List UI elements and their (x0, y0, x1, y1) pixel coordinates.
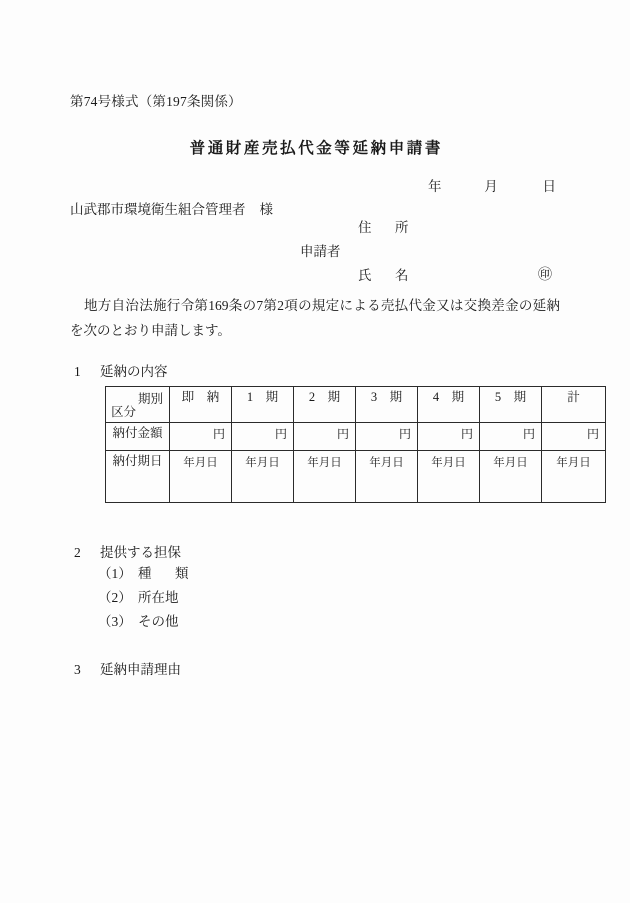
column-header-period-1 (232, 387, 294, 423)
applicant-group-label: 申請者 (300, 244, 341, 259)
applicant-group-row (300, 240, 560, 264)
section-2-heading (74, 541, 181, 561)
column-header-period-4 (418, 387, 480, 423)
section-3-heading (74, 658, 181, 678)
applicant-address-row (300, 216, 560, 240)
amount-cell-total[interactable] (542, 423, 606, 451)
date-format-hint: 年月日 (245, 457, 280, 469)
form-number: 第74号様式（第197条関係） (70, 94, 242, 109)
row-label-payment-amount: 納付金額 (106, 423, 170, 451)
currency-unit: 円 (336, 427, 349, 441)
section-1-heading (74, 360, 168, 380)
table-row-payment-amount (106, 423, 606, 451)
collateral-item-type (98, 562, 194, 586)
date-format-hint: 年月日 (369, 457, 404, 469)
corner-label-upper: 期別 (137, 392, 163, 406)
body-paragraph: 地方自治法施行令第169条の7第2項の規定による売払代金又は交換差金の延納を次のとおり申請します。 (70, 298, 560, 338)
column-header-period-2-text: 2 期 (308, 390, 341, 404)
date-format-hint: 年月日 (493, 457, 528, 469)
currency-unit: 円 (212, 427, 225, 441)
column-header-total (542, 387, 606, 423)
date-format-hint: 年月日 (431, 457, 466, 469)
due-date-cell-immediate[interactable] (170, 451, 232, 503)
due-date-cell-period-1[interactable] (232, 451, 294, 503)
date-month-label: 月 (484, 179, 498, 194)
addressee-honorific: 様 (259, 202, 273, 217)
section-3-title: 延納申請理由 (100, 662, 181, 677)
column-header-period-3-text: 3 期 (370, 390, 403, 404)
section-2-number: 2 (74, 545, 81, 560)
table-row-due-date (106, 451, 606, 503)
column-header-total-text: 計 (567, 390, 580, 404)
applicant-name-label: 氏 名 (358, 268, 414, 283)
column-header-period-5-text: 5 期 (494, 390, 527, 404)
section-2-title: 提供する担保 (100, 545, 181, 560)
amount-cell-immediate[interactable] (170, 423, 232, 451)
due-date-cell-period-4[interactable] (418, 451, 480, 503)
collateral-item-type-label: 種 類 (138, 566, 194, 581)
column-header-period-1-text: 1 期 (246, 390, 279, 404)
column-header-period-4-text: 4 期 (432, 390, 465, 404)
collateral-item-type-marker: （1） (98, 566, 132, 581)
column-header-immediate-text: 即 納 (181, 390, 220, 404)
amount-cell-period-4[interactable] (418, 423, 480, 451)
currency-unit: 円 (398, 427, 411, 441)
section-1-title: 延納の内容 (100, 364, 168, 379)
seal-icon: ㊞ (538, 268, 552, 283)
date-format-hint: 年月日 (183, 457, 218, 469)
row-label-due-date: 納付期日 (106, 451, 170, 503)
currency-unit: 円 (274, 427, 287, 441)
currency-unit: 円 (522, 427, 535, 441)
collateral-item-other-label: その他 (138, 614, 179, 629)
amount-cell-period-1[interactable] (232, 423, 294, 451)
currency-unit: 円 (586, 427, 599, 441)
due-date-cell-period-2[interactable] (294, 451, 356, 503)
date-line (0, 175, 556, 195)
amount-cell-period-2[interactable] (294, 423, 356, 451)
collateral-item-location (98, 586, 194, 610)
column-header-period-3 (356, 387, 418, 423)
column-header-period-5 (480, 387, 542, 423)
due-date-cell-period-5[interactable] (480, 451, 542, 503)
date-format-hint: 年月日 (556, 457, 591, 469)
page-title: 普通財産売払代金等延納申請書 (189, 140, 443, 157)
addressee (70, 198, 273, 218)
corner-label-lower: 区分 (111, 405, 137, 419)
collateral-item-list (98, 562, 194, 634)
amount-cell-period-5[interactable] (480, 423, 542, 451)
column-header-period-2 (294, 387, 356, 423)
section-1-number: 1 (74, 364, 81, 379)
applicant-address-label: 住 所 (358, 220, 414, 235)
collateral-item-location-marker: （2） (98, 590, 132, 605)
collateral-item-location-label: 所在地 (138, 590, 179, 605)
collateral-item-other (98, 610, 194, 634)
table-header-row (106, 387, 606, 423)
installment-table-wrapper (105, 386, 606, 503)
table-corner-cell (106, 387, 170, 423)
currency-unit: 円 (460, 427, 473, 441)
applicant-block (300, 216, 560, 288)
due-date-cell-period-3[interactable] (356, 451, 418, 503)
date-year-label: 年 (428, 179, 442, 194)
section-3-number: 3 (74, 662, 81, 677)
collateral-item-other-marker: （3） (98, 614, 132, 629)
date-format-hint: 年月日 (307, 457, 342, 469)
applicant-name-row (300, 264, 560, 288)
date-day-label: 日 (542, 179, 556, 194)
addressee-name: 山武郡市環境衛生組合管理者 (70, 202, 246, 217)
column-header-immediate (170, 387, 232, 423)
installment-table (105, 386, 606, 503)
amount-cell-period-3[interactable] (356, 423, 418, 451)
due-date-cell-total[interactable] (542, 451, 606, 503)
